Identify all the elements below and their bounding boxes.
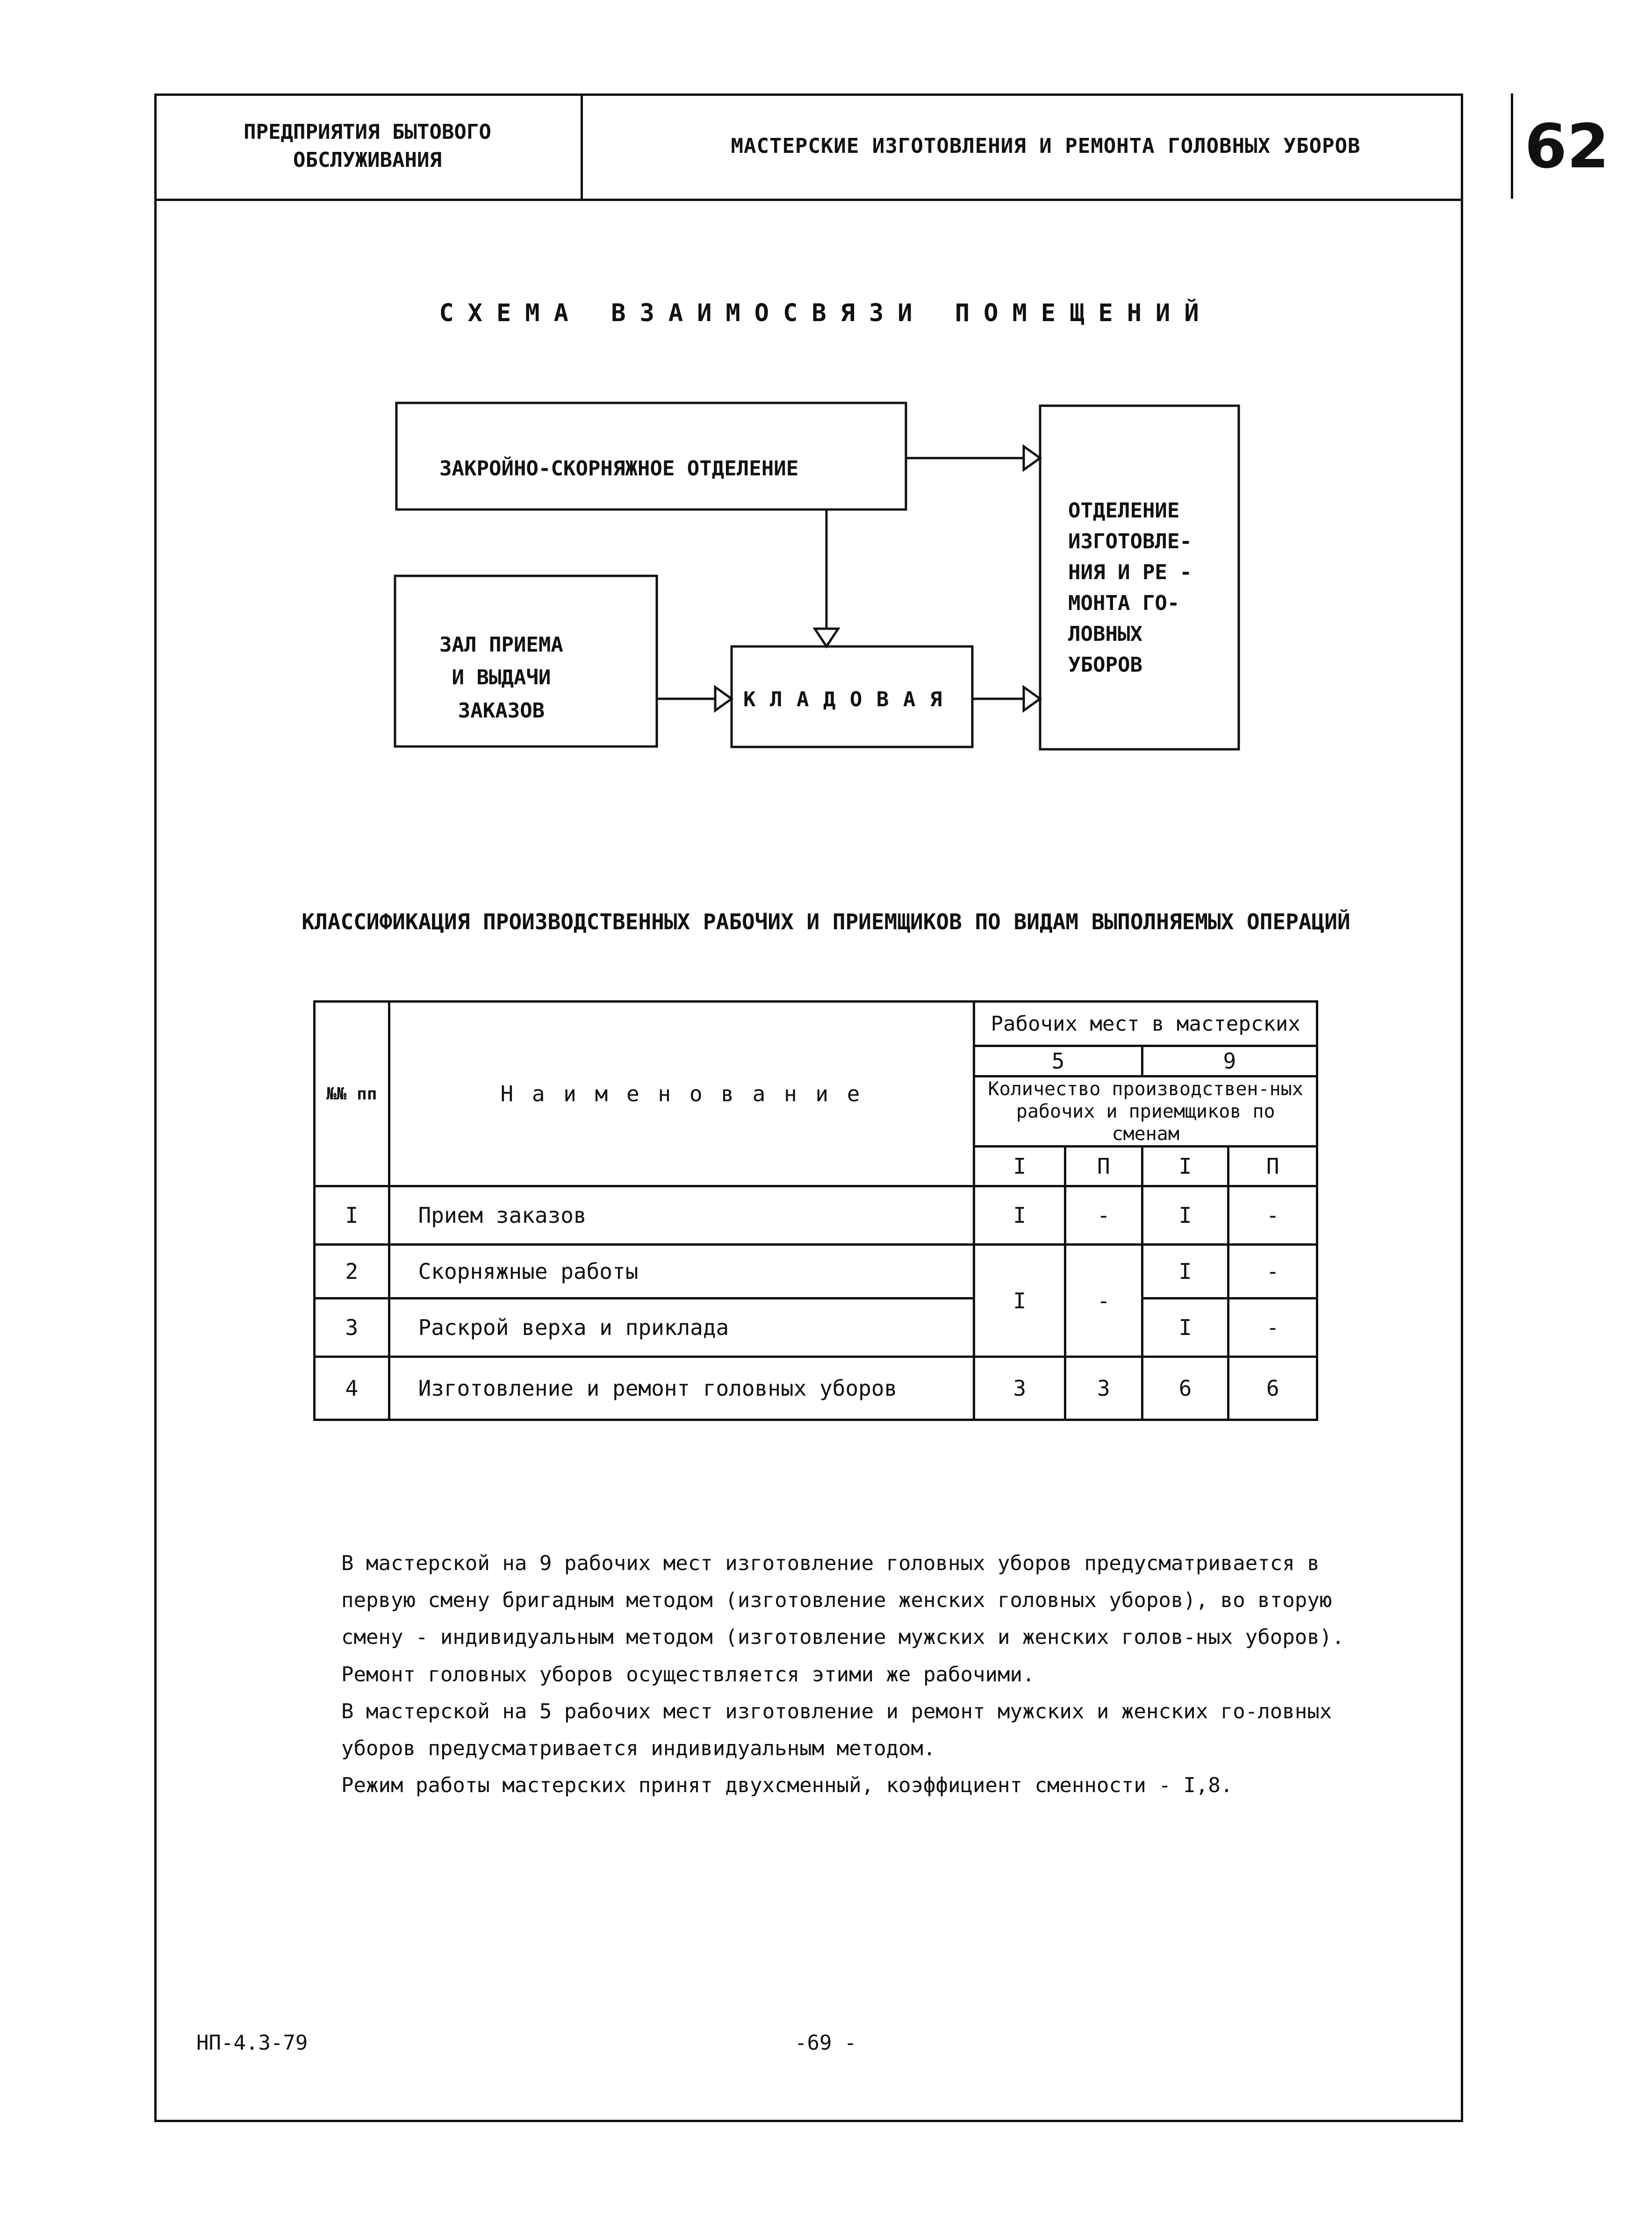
cutting-dept-label: ЗАКРОЙНО-СКОРНЯЖНОЕ ОТДЕЛЕНИЕ bbox=[439, 457, 799, 481]
header-org-line1: ПРЕДПРИЯТИЯ БЫТОВОГО bbox=[244, 120, 491, 144]
production-label-line1: ОТДЕЛЕНИЕ bbox=[1068, 499, 1180, 523]
notes-paragraph-2: В мастерской на 5 рабочих мест изготовление и ремонт мужских и женских го-ловных уборов предусматривается индивидуальным методом. bbox=[341, 1699, 1332, 1760]
row-s9-2: - bbox=[1228, 1299, 1317, 1357]
table-row bbox=[315, 1186, 1317, 1245]
notes bbox=[341, 1545, 1370, 1804]
workplaces-9: 9 bbox=[1142, 1046, 1317, 1076]
row-s5-2-merged: - bbox=[1065, 1245, 1142, 1357]
row-s9-1: 6 bbox=[1142, 1357, 1228, 1420]
row-s9-2: 6 bbox=[1228, 1357, 1317, 1420]
row-name: Прием заказов bbox=[389, 1186, 974, 1245]
row-name: Скорняжные работы bbox=[389, 1245, 974, 1299]
quantity-header: Количество производствен-ных рабочих и приемщиков по сменам bbox=[974, 1076, 1317, 1147]
table-title: КЛАССИФИКАЦИЯ ПРОИЗВОДСТВЕННЫХ РАБОЧИХ И ПРИЕМЩИКОВ ПО ВИДАМ ВЫПОЛНЯЕМЫХ ОПЕРАЦИЙ bbox=[302, 909, 1350, 934]
row-s5-2: - bbox=[1065, 1186, 1142, 1245]
header-org-line2: ОБСЛУЖИВАНИЯ bbox=[293, 148, 442, 172]
row-num: 2 bbox=[315, 1245, 389, 1299]
row-s9-1: I bbox=[1142, 1245, 1228, 1299]
arrowhead-2 bbox=[815, 629, 838, 646]
production-label-line5: ЛОВНЫХ bbox=[1068, 622, 1142, 646]
storeroom-label: К Л А Д О В А Я bbox=[743, 688, 943, 711]
shift-1-col-9: I bbox=[1142, 1147, 1228, 1186]
production-label-line3: НИЯ И РЕ - bbox=[1068, 560, 1192, 584]
row-num: 3 bbox=[315, 1299, 389, 1357]
reception-label-line2: И ВЫДАЧИ bbox=[452, 666, 551, 690]
production-label-line6: УБОРОВ bbox=[1068, 653, 1142, 677]
shift-1-col-5: I bbox=[974, 1147, 1065, 1186]
room-relationship-diagram bbox=[0, 0, 1652, 795]
row-s9-2: - bbox=[1228, 1186, 1317, 1245]
production-label-line4: МОНТА ГО- bbox=[1068, 591, 1180, 615]
workplaces-5: 5 bbox=[974, 1046, 1142, 1076]
production-label-line2: ИЗГОТОВЛЕ- bbox=[1068, 530, 1192, 553]
workplaces-header: Рабочих мест в мастерских bbox=[974, 1002, 1317, 1046]
arrowhead-1 bbox=[1024, 446, 1040, 470]
reception-label bbox=[439, 629, 563, 727]
notes-paragraph-1: В мастерской на 9 рабочих мест изготовление головных уборов предусматривается в первую смену бригадным методом (изготовление женских головных уборов), во вторую смену - индивидуальным методом (изготовление мужских и женских голов-ных уборов). Ремонт головных уборов осуществляется этими же рабочими. bbox=[341, 1551, 1344, 1686]
header-title: МАСТЕРСКИЕ ИЗГОТОВЛЕНИЯ И РЕМОНТА ГОЛОВНЫХ УБОРОВ bbox=[731, 134, 1361, 158]
row-num: 4 bbox=[315, 1357, 389, 1420]
shift-2-col-5: П bbox=[1065, 1147, 1142, 1186]
production-label bbox=[1068, 495, 1192, 681]
table-row bbox=[315, 1357, 1317, 1420]
row-s9-1: I bbox=[1142, 1299, 1228, 1357]
operations-table bbox=[313, 1000, 1318, 1421]
row-s5-1: 3 bbox=[974, 1357, 1065, 1420]
row-s5-1-merged: I bbox=[974, 1245, 1065, 1357]
row-s9-2: - bbox=[1228, 1245, 1317, 1299]
row-s9-1: I bbox=[1142, 1186, 1228, 1245]
doc-code: НП-4.3-79 bbox=[196, 2031, 308, 2055]
row-num: I bbox=[315, 1186, 389, 1245]
row-s5-2: 3 bbox=[1065, 1357, 1142, 1420]
row-name: Изготовление и ремонт головных уборов bbox=[389, 1357, 974, 1420]
arrowhead-4 bbox=[1024, 687, 1040, 710]
diagram-title: СХЕМА ВЗАИМОСВЯЗИ ПОМЕЩЕНИЙ bbox=[439, 299, 1213, 327]
table-row bbox=[315, 1299, 1317, 1357]
row-s5-1: I bbox=[974, 1186, 1065, 1245]
col-num-header: №№ пп bbox=[315, 1002, 389, 1186]
reception-label-line3: ЗАКАЗОВ bbox=[458, 698, 545, 723]
arrowhead-3 bbox=[715, 687, 732, 710]
col-name-header: Н а и м е н о в а н и е bbox=[389, 1002, 974, 1186]
page-number: -69 - bbox=[795, 2031, 857, 2055]
shift-2-col-9: П bbox=[1228, 1147, 1317, 1186]
table-row bbox=[315, 1245, 1317, 1299]
sheet-number: 62 bbox=[1511, 93, 1621, 199]
reception-label-line1: ЗАЛ ПРИЕМА bbox=[439, 633, 563, 657]
row-name: Раскрой верха и приклада bbox=[389, 1299, 974, 1357]
notes-paragraph-3: Режим работы мастерских принят двухсменный, коэффициент сменности - I,8. bbox=[341, 1773, 1233, 1798]
